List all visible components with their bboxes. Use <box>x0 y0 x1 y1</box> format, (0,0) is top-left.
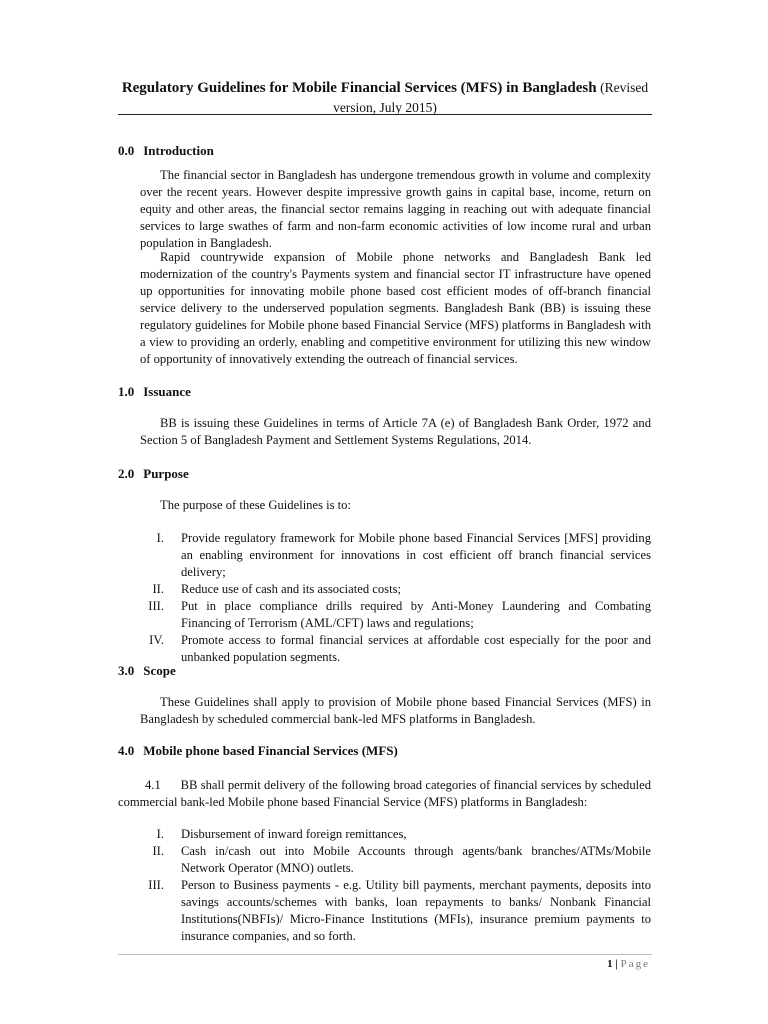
page-separator: | <box>615 958 618 970</box>
title-main: Regulatory Guidelines for Mobile Financial Services (MFS) in Bangladesh <box>121 80 597 96</box>
list-item <box>140 877 651 945</box>
list-item <box>140 581 651 598</box>
list-item <box>140 530 651 581</box>
section-heading-issuance <box>118 383 191 400</box>
issuance-paragraph: BB is issuing these Guidelines in terms of Article 7A (e) of Bangladesh Bank Order, 1972 and Section 5 of Bangladesh Payment and Settlement Systems Regulations, 2014. <box>140 416 651 447</box>
list-marker: III. <box>148 878 164 892</box>
list-item-text: Person to Business payments - e.g. Utility bill payments, merchant payments, deposits into savings accounts/schemes with banks, loan repayments to banks/ Nonbank Financial Institutions(NBFIs)/ Micro-Finance Institutions (MFIs), insurance premium payments to insurance companies, and so forth. <box>181 878 651 943</box>
section-title: Issuance <box>143 384 191 399</box>
list-item-text: Promote access to formal financial services at affordable cost especially for the poor and unbanked population segments. <box>181 633 651 664</box>
list-item-text: Reduce use of cash and its associated costs; <box>181 582 401 596</box>
section-heading-purpose <box>118 465 189 482</box>
mfs-services-list <box>140 826 651 945</box>
scope-paragraph: These Guidelines shall apply to provision of Mobile phone based Financial Services (MFS) in Bangladesh by scheduled commercial bank-led MFS platforms in Bangladesh. <box>140 695 651 726</box>
list-marker: I. <box>156 827 164 841</box>
section-title: Introduction <box>143 143 214 158</box>
list-item-text: Cash in/cash out into Mobile Accounts through agents/bank branches/ATMs/Mobile Network Operator (MNO) outlets. <box>181 844 651 875</box>
section-heading-scope <box>118 662 176 679</box>
section-title: Scope <box>143 663 176 678</box>
list-item-text: Provide regulatory framework for Mobile phone based Financial Services [MFS] providing an enabling environment for innovations in cost efficient off branch financial services delivery; <box>181 531 651 579</box>
list-marker: IV. <box>149 633 164 647</box>
mfs-subsection-4-1 <box>118 777 651 811</box>
section-title: Purpose <box>143 466 189 481</box>
section-number: 2.0 <box>118 466 135 481</box>
section-title: Mobile phone based Financial Services (MFS) <box>143 743 398 758</box>
intro-paragraph-2: Rapid countrywide expansion of Mobile phone networks and Bangladesh Bank led modernization of the country's Payments system and financial sector IT infrastructure have opened up opportunities for innovating mobile phone based cost efficient modes of off-branch financial service delivery to the underserved population segments. Bangladesh Bank (BB) is issuing these regulatory guidelines for Mobile phone based Financial Service (MFS) platforms in Bangladesh with a view to providing an orderly, enabling and competitive environment for utilizing this new window of opportunity of innovatively extending the outreach of financial services. <box>140 250 651 366</box>
section-number: 4.0 <box>118 743 135 758</box>
title-revision: (Revised version, July 2015) <box>333 80 649 115</box>
page-footer <box>607 957 650 971</box>
footer-divider <box>118 954 652 955</box>
list-marker: III. <box>148 599 164 613</box>
title-divider <box>118 114 652 115</box>
list-item <box>140 826 651 843</box>
list-item-text: Disbursement of inward foreign remittances, <box>181 827 407 841</box>
page-label: Page <box>620 958 650 970</box>
list-marker: II. <box>152 582 164 596</box>
list-item <box>140 632 651 666</box>
section-heading-introduction <box>118 142 214 159</box>
section-number: 0.0 <box>118 143 135 158</box>
purpose-list <box>140 530 651 666</box>
list-item <box>140 843 651 877</box>
section-number: 3.0 <box>118 663 135 678</box>
intro-paragraph-1: The financial sector in Bangladesh has undergone tremendous growth in volume and complexity over the recent years. However despite impressive growth gains in capital base, income, return on equity and other areas, the financial sector remains lagging in reaching out with adequate financial services to large swathes of farm and non-farm economic activities of low income rural and urban population in Bangladesh. <box>140 168 651 250</box>
document-title <box>118 78 652 118</box>
page-number: 1 <box>607 958 613 970</box>
list-marker: II. <box>152 844 164 858</box>
section-heading-mfs <box>118 742 398 759</box>
list-item <box>140 598 651 632</box>
subsection-text: BB shall permit delivery of the following broad categories of financial services by scheduled commercial bank-led Mobile phone based Financial Service (MFS) platforms in Bangladesh: <box>118 778 652 809</box>
purpose-intro: The purpose of these Guidelines is to: <box>160 498 351 512</box>
subsection-number: 4.1 <box>145 778 161 792</box>
list-item-text: Put in place compliance drills required by Anti-Money Laundering and Combating Financing of Terrorism (AML/CFT) laws and regulations; <box>181 599 651 630</box>
list-marker: I. <box>156 531 164 545</box>
section-number: 1.0 <box>118 384 135 399</box>
